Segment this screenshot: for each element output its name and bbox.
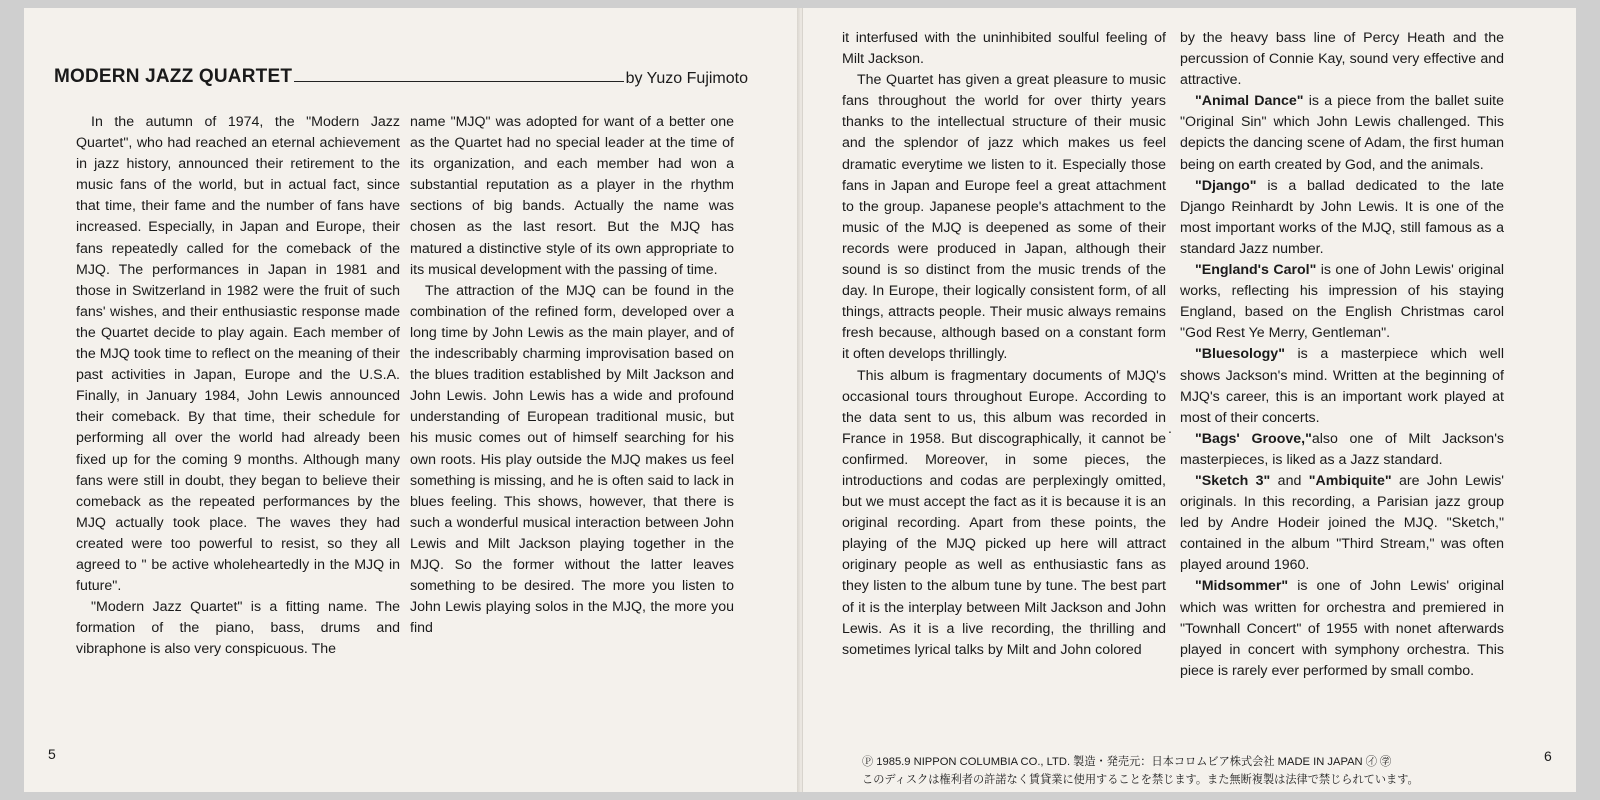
footer-notice: このディスクは権利者の許諾なく賃貸業に使用することを禁じます。また無断複製は法律で禁じられています。 (862, 774, 1419, 786)
paragraph: The Quartet has given a great pleasure to music fans throughout the world for over thirty years thanks to the intellectual structure of their music and the splendor of jazz which makes us feel dramatic everytime we listen to it. Especially those fans in Japan and Europe feel a great attachment to the group. Japanese people's attachment to the music of the MJQ is deepened as some of their records were produced in Japan, although their sound is so distinct from the music trends of the day. In Europe, their logically consistent form, of all things, attracts people. Their music always remains fresh because, although based on a constant form it often develops thrillingly. (842, 72, 1166, 363)
track-title: "Bags' Groove," (1195, 430, 1312, 447)
article-heading (54, 66, 748, 88)
track-title: "England's Carol" (1195, 262, 1317, 279)
paragraph: it interfused with the uninhibited soulful feeling of Milt Jackson. (842, 30, 1166, 68)
paragraph: In the autumn of 1974, the "Modern Jazz Quartet", who had reached an eternal achievement in jazz history, announced their retirement to the music fans of the world, but in actual fact, since that time, their fame and the number of fans have increased. Especially, in Japan and Europe, their fans repeatedly called for the comeback of the MJQ. The performances in Japan in 1981 and those in Switzerland in 1982 were the fruit of such fans' wishes, and their enthusiastic response made the Quartet decide to play again. Each member of the MJQ took time to reflect on the meaning of their past activities in Japan, Europe and the U.S.A. Finally, in January 1984, John Lewis announced their comeback. By that time, their schedule for performing all over the world had already been fixed up for the coming 9 months. Although many fans were still in doubt, they began to believe their comeback as the repeated performances by the MJQ actually took place. The waves they had created were too powerful to resist, so they all agreed to " be active wholeheartedly in the MJQ in future". (76, 114, 400, 595)
track-title: "Bluesology" (1195, 346, 1285, 363)
track-note-bluesology (1180, 344, 1504, 428)
paragraph: "Modern Jazz Quartet" is a fitting name. The formation of the piano, bass, drums and vibraphone is also very conspicuous. The (76, 599, 400, 658)
track-text: is one of John Lewis' original works, reflecting his impression of his staying England, based on the English Christmas carol "God Rest Ye Merry, Gentleman". (1180, 262, 1505, 342)
track-note-bags-groove (1180, 429, 1504, 471)
track-text: is a masterpiece which well shows Jackson's mind. Written at the beginning of MJQ's career, this is an important work played at most of their concerts. (1180, 346, 1504, 426)
stray-dot: . (1168, 420, 1172, 436)
track-text: is a piece from the ballet suite "Original Sin" which John Lewis challenged. This depicts the dancing scene of Adam, the first human being on earth created by God, and the animals. (1180, 93, 1504, 173)
track-title: "Animal Dance" (1195, 93, 1304, 110)
article-author: by Yuzo Fujimoto (625, 70, 748, 87)
track-text: is a ballad dedicated to the late Django Reinhardt by John Lewis. It is one of the most important works of the MJQ, still famous as a standard Jazz number. (1180, 177, 1504, 257)
page-number-left: 5 (48, 746, 56, 762)
title-rule (294, 81, 623, 82)
text-column-4 (1180, 28, 1504, 682)
article-title: MODERN JAZZ QUARTET (54, 66, 293, 87)
track-text: also one of Milt Jackson's masterpieces, is liked as a Jazz standard. (1180, 430, 1505, 468)
page-number-right: 6 (1544, 748, 1552, 764)
paragraph: This album is fragmentary documents of MJQ's occasional tours throughout Europe. According to the data sent to us, this album was recorded in France in 1958. But discographically, it cannot be confirmed. Moreover, in some pieces, the introductions and codas are perplexingly omitted, but we must accept the fact as it is because it is an original recording. Apart from these points, the playing of the MJQ picked up here will attract originary people as well as enthusiastic fans as they listen to the album tune by tune. The best part of it is the interplay between Milt Jackson and John Lewis. As it is a live recording, the thrilling and sometimes lyrical talks by Milt and John colored (842, 367, 1166, 658)
track-title: "Ambiquite" (1308, 472, 1392, 489)
paragraph: name "MJQ" was adopted for want of a better one as the Quartet had no special leader at the time of its organization, and each member had won a substantial reputation as a player in the rhythm sections of big bands. Actually the name was chosen as the last resort. But the MJQ has matured a distinctive style of its own appropriate to its musical development with the passing of time. (410, 114, 734, 278)
track-note-animal-dance (1180, 91, 1504, 175)
paragraph: The attraction of the MJQ can be found in the combination of the refined form, developed over a long time by John Lewis as the main player, and of the indescribably charming improvisation based on the blues tradition established by Milt Jackson and John Lewis. John Lewis has a wide and profound understanding of European traditional music, but his music comes out of himself searching for his own roots. His play outside the MJQ makes us feel something is missing, and he is often said to lack in blues feeling. This shows, however, that there is such a wonderful musical interaction between John Lewis and Milt Jackson playing together in the MJQ. So the former without the latter leaves something to be desired. The more you listen to John Lewis playing solos in the MJQ, the more you find (410, 282, 734, 637)
track-note-django (1180, 176, 1504, 260)
text-column-1 (76, 112, 400, 660)
track-title: "Midsommer" (1195, 578, 1289, 595)
track-text: are John Lewis' originals. In this recording, a Parisian jazz group led by Andre Hodeir joined the MJQ. "Sketch," contained in the album "Third Stream," was often played around 1960. (1180, 472, 1505, 574)
paragraph (1180, 28, 1504, 91)
track-note-sketch-ambiquite (1180, 471, 1504, 576)
track-text: and (1270, 472, 1309, 489)
paragraph-text: by the heavy bass line of Percy Heath and the percussion of Connie Kay, sound very effective and attractive. (1180, 30, 1504, 89)
text-column-3 (842, 28, 1166, 661)
track-text: is one of John Lewis' original which was written for orchestra and premiered in "Townhall Concert" of 1955 with nonet afterwards played in concert with symphony orchestra. This piece is rarely ever performed by small combo. (1180, 578, 1504, 679)
track-title: "Sketch 3" (1195, 472, 1271, 489)
track-title: "Django" (1195, 177, 1257, 194)
text-column-2 (410, 112, 734, 639)
track-note-englands-carol (1180, 260, 1504, 344)
track-note-midsommer (1180, 576, 1504, 681)
footer-copyright: Ⓟ 1985.9 NIPPON COLUMBIA CO., LTD. 製造・発売元：日本コロムビア株式会社 MADE IN JAPAN ㋑ ㊫ (862, 756, 1392, 768)
